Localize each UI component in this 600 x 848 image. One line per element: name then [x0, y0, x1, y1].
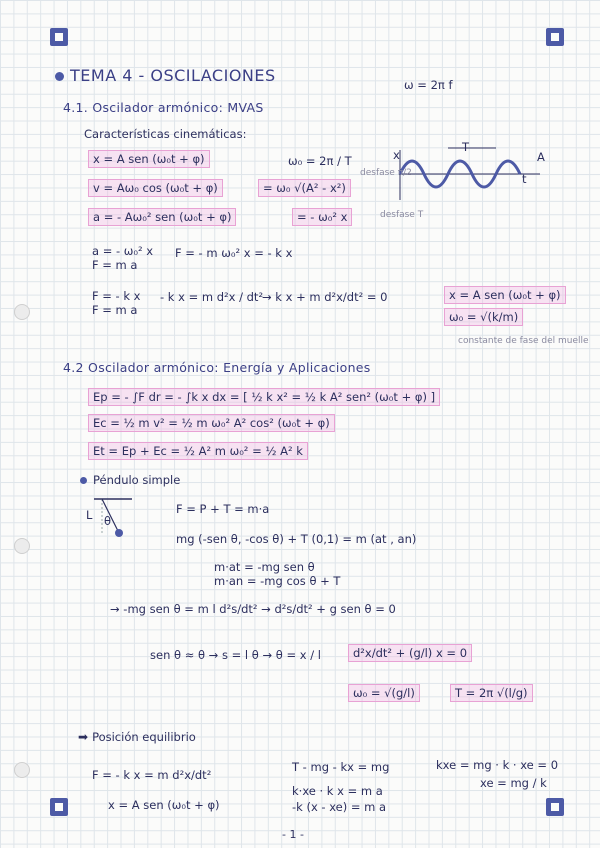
page-title-row — [55, 66, 276, 85]
equation-velocity-2: = ω₀ √(A² - x²) — [258, 179, 351, 197]
pendulum-heading — [80, 473, 180, 487]
result-position: x = A sen (ω₀t + φ) — [444, 286, 566, 304]
pendulum-eq-5b: d²x/dt² + (g/l) x = 0 — [348, 644, 472, 662]
equilibrium-eq-4: k·xe · k x = m a — [292, 784, 383, 798]
corner-marker-top-left — [50, 28, 68, 46]
equation-acceleration: a = - Aω₀² sen (ω₀t + φ) — [88, 208, 236, 226]
section-heading-2: 4.2 Oscilador armónico: Energía y Aplicaciones — [63, 360, 371, 375]
system2-line-d: → k x + m d²x/dt² = 0 — [262, 290, 388, 304]
system2-line-b: F = m a — [92, 303, 138, 317]
arrow-bullet-icon: ➡ — [78, 730, 89, 744]
graph-note: desfase π/2 — [360, 168, 412, 178]
equation-position: x = A sen (ω₀t + φ) — [88, 150, 210, 168]
page-number: - 1 - — [282, 828, 304, 841]
equilibrium-eq-7: xe = mg / k — [480, 776, 547, 790]
equation-kinetic-energy: Ec = ½ m v² = ½ m ω₀² A² cos² (ω₀t + φ) — [88, 414, 335, 432]
pendulum-label: Péndulo simple — [93, 473, 181, 487]
page-title: TEMA 4 - OSCILACIONES — [70, 66, 276, 85]
bullet-icon — [80, 477, 87, 484]
result-note: constante de fase del muelle — [458, 336, 589, 346]
subheading-kinematics: Características cinemáticas: — [84, 127, 247, 141]
equilibrium-eq-6: kxe = mg · k · xe = 0 — [436, 758, 559, 772]
pendulum-eq-4: → -mg sen θ = m l d²s/dt² → d²s/dt² + g sen θ = 0 — [110, 602, 396, 616]
system2-line-c: - k x = m d²x / dt² — [160, 290, 264, 304]
corner-marker-bottom-right — [546, 798, 564, 816]
graph-t-label: t — [522, 172, 527, 186]
corner-marker-top-right — [546, 28, 564, 46]
binder-hole — [14, 762, 30, 778]
section-heading-1: 4.1. Oscilador armónico: MVAS — [63, 100, 264, 115]
equation-acceleration-2: = - ω₀² x — [292, 208, 352, 226]
equilibrium-label: Posición equilibrio — [92, 730, 196, 744]
pendulum-angle-label: θ — [104, 514, 112, 528]
pendulum-eq-3a: m·at = -mg sen θ — [214, 560, 315, 574]
equilibrium-eq-2: x = A sen (ω₀t + φ) — [108, 798, 220, 812]
result-omega: ω₀ = √(k/m) — [444, 308, 523, 326]
side-formula: ω = 2π f — [404, 78, 453, 92]
graph-amplitude-label: A — [537, 150, 545, 164]
pendulum-bob — [115, 529, 123, 537]
equation-total-energy: Et = Ep + Ec = ½ A² m ω₀² = ½ A² k — [88, 442, 308, 460]
graph-period-label: T — [462, 140, 470, 154]
pendulum-eq-5c: ω₀ = √(g/l) — [348, 684, 420, 702]
system1-line-a: a = - ω₀² x — [92, 244, 154, 258]
binder-hole — [14, 304, 30, 320]
equilibrium-heading — [78, 730, 196, 744]
pendulum-length-label: L — [86, 508, 93, 522]
equation-potential-energy: Ep = - ∫F dr = - ∫k x dx = [ ½ k x² = ½ k A² sen² (ω₀t + φ) ] — [88, 388, 440, 406]
equation-velocity: v = Aω₀ cos (ω₀t + φ) — [88, 179, 223, 197]
equilibrium-eq-5: -k (x - xe) = m a — [292, 800, 387, 814]
bullet-icon — [55, 72, 64, 81]
equation-omega: ω₀ = 2π / T — [288, 154, 352, 168]
equilibrium-eq-3: T - mg - kx = mg — [292, 760, 390, 774]
system2-line-a: F = - k x — [92, 289, 141, 303]
system1-line-b: F = m a — [92, 258, 138, 272]
pendulum-eq-3b: m·an = -mg cos θ + T — [214, 574, 341, 588]
pendulum-eq-5d: T = 2π √(l/g) — [450, 684, 533, 702]
corner-marker-bottom-left — [50, 798, 68, 816]
graph-note-2: desfase T — [380, 210, 424, 220]
graph-x-label: x — [393, 148, 400, 162]
pendulum-eq-5a: sen θ ≈ θ → s = l θ → θ = x / l — [150, 648, 321, 662]
equilibrium-eq-1: F = - k x = m d²x/dt² — [92, 768, 212, 782]
system1-result: F = - m ω₀² x = - k x — [175, 246, 293, 260]
pendulum-eq-1: F = P + T = m·a — [176, 502, 270, 516]
binder-hole — [14, 538, 30, 554]
pendulum-eq-2: mg (-sen θ, -cos θ) + T (0,1) = m (at , an) — [176, 532, 417, 546]
pendulum-diagram — [88, 495, 148, 555]
